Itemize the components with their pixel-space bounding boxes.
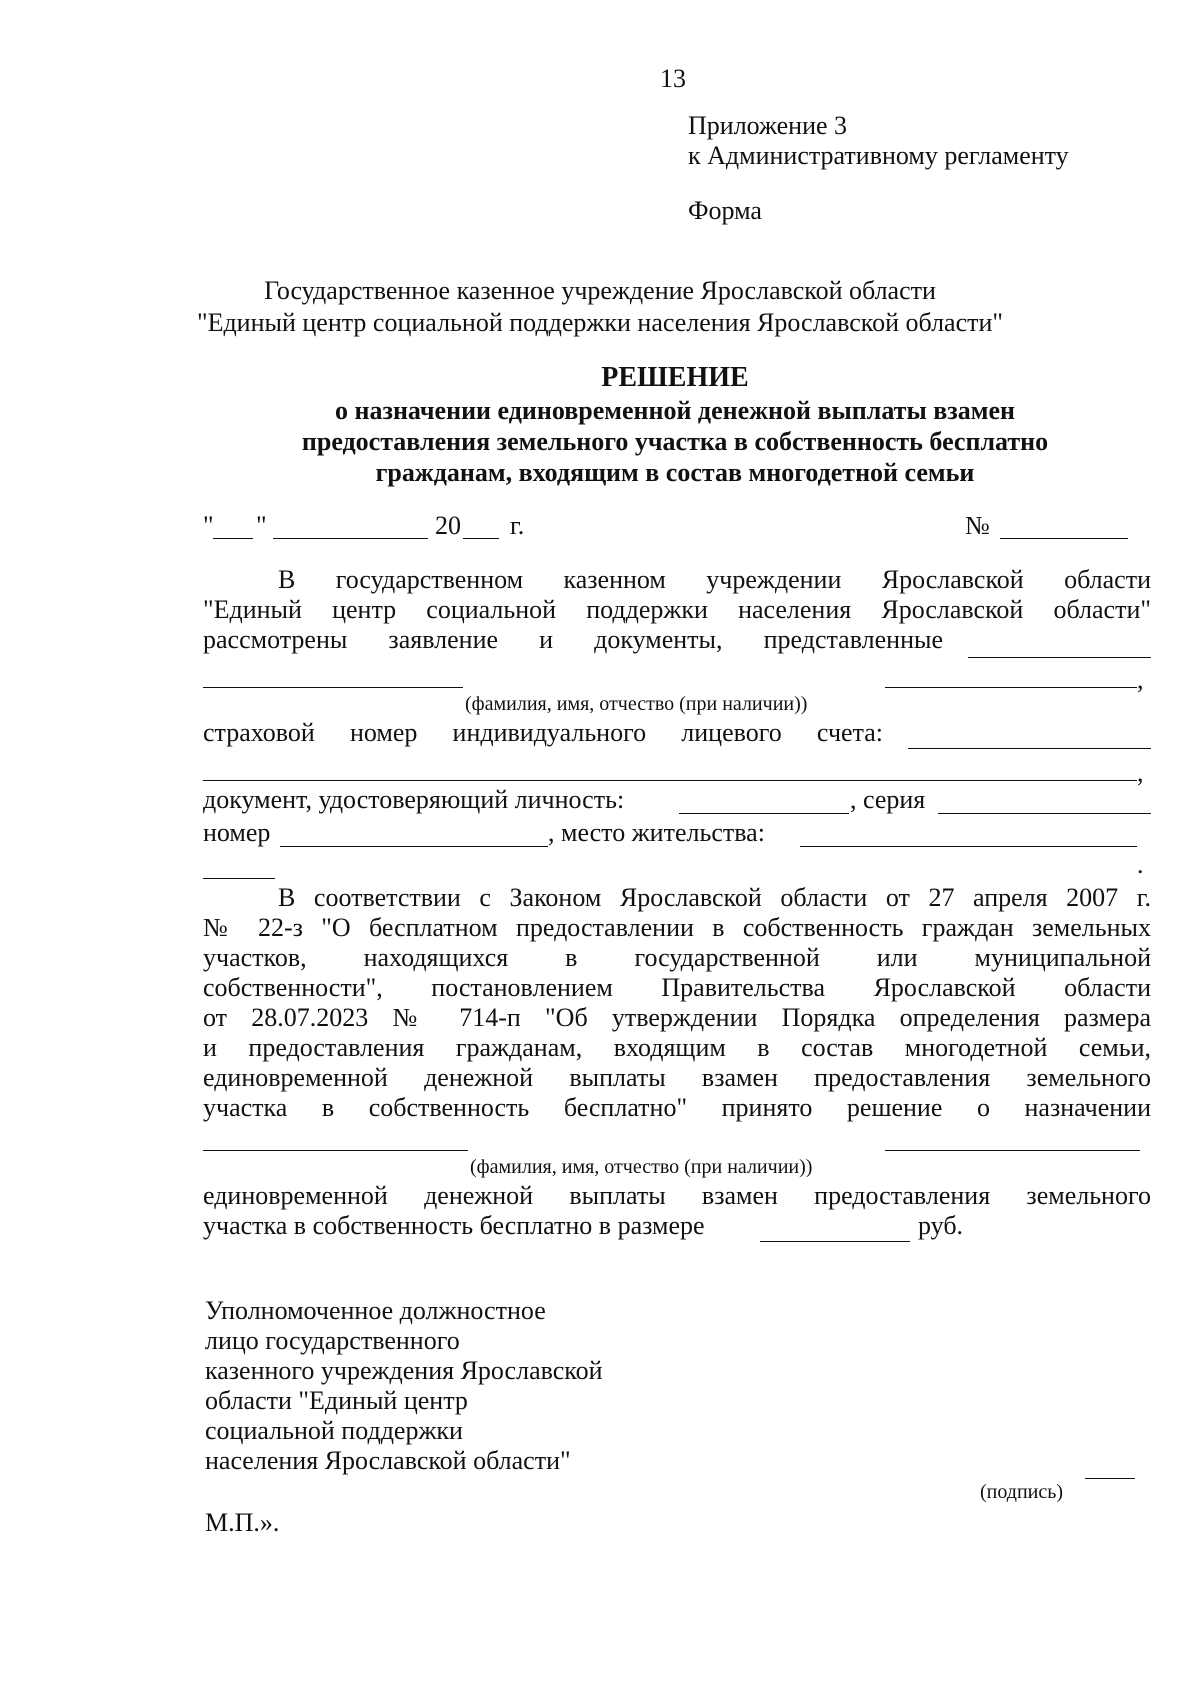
amount-label: участка в собственность бесплатно в размере [203,1211,705,1240]
institution-name: Государственное казенное учреждение Ярославской области [264,276,936,305]
body2-line-8: участка в собственность бесплатно" принято решение о назначении [203,1093,1151,1122]
id-document-field[interactable] [679,813,849,814]
page-number: 13 [660,64,686,93]
document-subtitle-line-1: о назначении единовременной денежной выплаты взамен [335,396,1015,425]
month-field[interactable] [273,538,428,539]
body2-line-6: и предоставления гражданам, входящим в состав многодетной семьи, [203,1033,1151,1062]
signatory-line-4: области "Единый центр [205,1386,468,1415]
body2-line-4: собственности", постановлением Правительства Ярославской области [203,973,1151,1002]
year-field[interactable] [463,538,499,539]
decision-number-field[interactable] [1000,538,1128,539]
document-subtitle-line-3: гражданам, входящим в состав многодетной семьи [375,458,975,487]
stamp-placeholder: М.П.». [205,1508,280,1537]
body1-line-1: В государственном казенном учреждении Ярославской области [278,565,1151,594]
body2-line-1: В соответствии с Законом Ярославской области от 27 апреля 2007 г. [278,883,1151,912]
year-prefix: 20 [435,511,461,540]
applicant-field-2[interactable] [203,687,463,688]
day-open-quote: " [203,511,214,540]
number-label: номер [203,818,271,847]
body2-line-9: единовременной денежной выплаты взамен предоставления земельного [203,1181,1151,1210]
signatory-line-6: населения Ярославской области" [205,1446,571,1475]
residence-field-2[interactable] [203,878,275,879]
signatory-line-2: лицо государственного [205,1326,460,1355]
body2-line-5: от 28.07.2023 № 714-п "Об утверждении Порядка определения размера [203,1003,1151,1032]
institution-name-quoted: "Единый центр социальной поддержки населения Ярославской области" [196,308,1004,337]
appendix-title: Приложение 3 [688,111,848,140]
signatory-line-3: казенного учреждения Ярославской [205,1356,603,1385]
recipient-field-2[interactable] [885,1150,1140,1151]
snils-field-2[interactable] [203,780,1137,781]
residence-period: . [1137,850,1144,879]
series-field[interactable] [938,813,1151,814]
signature-field[interactable] [1085,1478,1135,1479]
signatory-line-5: социальной поддержки [205,1416,463,1445]
residence-field-1[interactable] [800,846,1137,847]
body2-line-3: участков, находящихся в государственной или муниципальной [203,943,1151,972]
snils-comma: , [1137,758,1144,787]
body2-line-7: единовременной денежной выплаты взамен предоставления земельного [203,1063,1151,1092]
appendix-reference: к Административному регламенту [688,141,1069,170]
applicant-comma: , [1137,665,1144,694]
amount-field[interactable] [760,1241,910,1242]
day-field[interactable] [213,538,253,539]
number-sign: № [965,511,990,540]
body1-line-3: рассмотрены заявление и документы, представленные [203,625,943,654]
form-label: Форма [688,196,762,225]
applicant-field-3[interactable] [885,687,1137,688]
document-title: РЕШЕНИЕ [601,362,749,393]
body1-line-2: "Единый центр социальной поддержки населения Ярославской области" [203,595,1151,624]
signatory-line-1: Уполномоченное должностное [205,1296,546,1325]
applicant-fio-hint: (фамилия, имя, отчество (при наличии)) [465,693,808,715]
residence-label: , место жительства: [548,818,765,847]
id-document-label: документ, удостоверяющий личность: [203,785,625,814]
amount-currency: руб. [918,1211,964,1240]
recipient-field-1[interactable] [203,1150,468,1151]
series-label: , серия [850,785,926,814]
snils-field-1[interactable] [908,748,1151,749]
day-close-quote: " [256,511,267,540]
passport-number-field[interactable] [280,846,548,847]
snils-label: страховой номер индивидуального лицевого счета: [203,718,883,747]
signature-hint: (подпись) [980,1481,1064,1503]
document-subtitle-line-2: предоставления земельного участка в собственность бесплатно [301,427,1049,456]
body2-line-2: № 22-з "О бесплатном предоставлении в собственность граждан земельных [203,913,1151,942]
year-suffix: г. [510,511,525,540]
recipient-fio-hint: (фамилия, имя, отчество (при наличии)) [470,1156,813,1178]
applicant-field-1[interactable] [968,657,1151,658]
